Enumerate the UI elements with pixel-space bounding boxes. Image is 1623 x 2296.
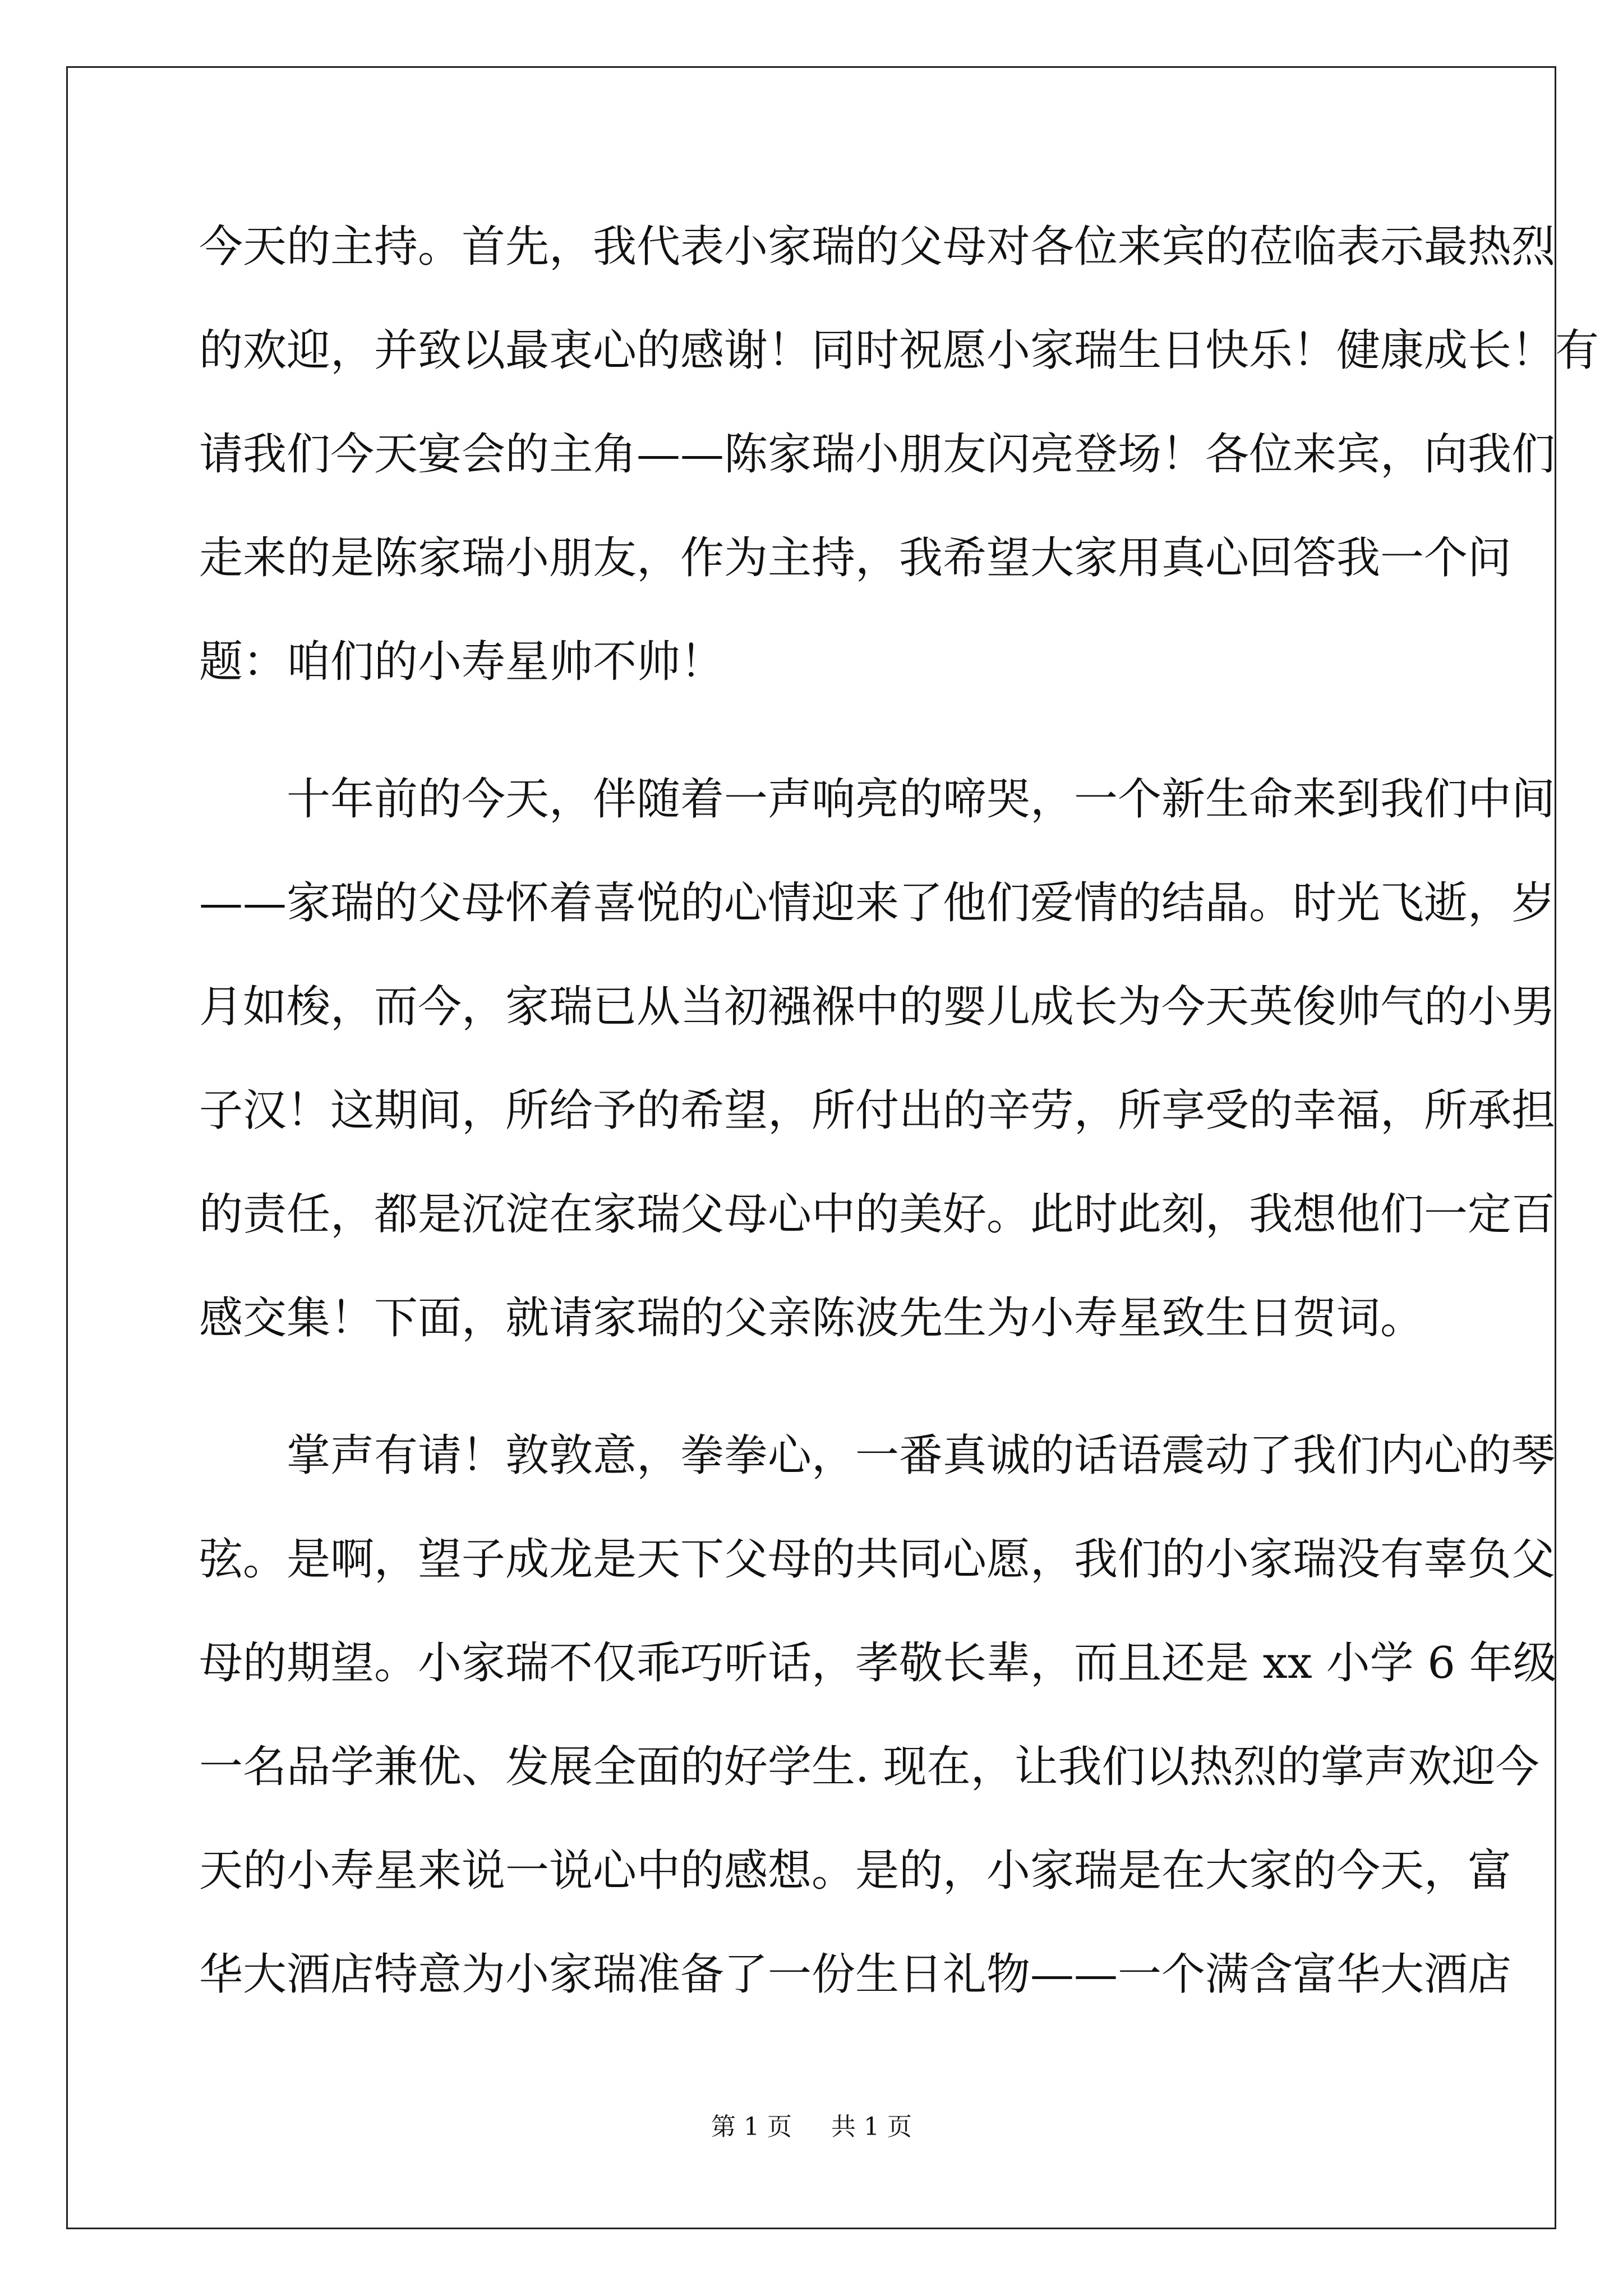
text-line: 今天的主持。首先，我代表小家瑞的父母对各位来宾的莅临表示最热烈 <box>199 222 1556 272</box>
text-line: 十年前的今天，伴随着一声响亮的啼哭，一个新生命来到我们中间 <box>287 774 1556 825</box>
page-footer <box>0 2106 1623 2142</box>
text-line: 题：咱们的小寿星帅不帅！ <box>199 637 725 687</box>
text-line: 请我们今天宴会的主角——陈家瑞小朋友闪亮登场！各位来宾，向我们 <box>199 429 1556 480</box>
paragraph <box>199 766 1556 1388</box>
page-total: 共 1 页 <box>831 2113 912 2141</box>
text-line: 华大酒店特意为小家瑞准备了一份生日礼物——一个满含富华大酒店 <box>199 1949 1512 2000</box>
text-line: 子汉！这期间，所给予的希望，所付出的辛劳，所享受的幸福，所承担 <box>199 1085 1556 1136</box>
text-line: 感交集！下面，就请家瑞的父亲陈波先生为小寿星致生日贺词。 <box>199 1293 1424 1343</box>
paragraph <box>199 213 1599 732</box>
text-line: 弦。是啊，望子成龙是天下父母的共同心愿，我们的小家瑞没有辜负父 <box>199 1534 1556 1585</box>
text-line: 一名品学兼优、发展全面的好学生. 现在，让我们以热烈的掌声欢迎今 <box>199 1742 1539 1792</box>
text-line: ——家瑞的父母怀着喜悦的心情迎来了他们爱情的结晶。时光飞逝，岁 <box>199 878 1556 928</box>
page-number: 第 1 页 <box>711 2113 792 2141</box>
text-line: 走来的是陈家瑞小朋友，作为主持，我希望大家用真心回答我一个问 <box>199 533 1512 583</box>
text-line: 月如梭，而今，家瑞已从当初襁褓中的婴儿成长为今天英俊帅气的小男 <box>199 982 1556 1032</box>
text-line: 掌声有请！敦敦意，拳拳心，一番真诚的话语震动了我们内心的琴 <box>287 1430 1556 1481</box>
text-line: 的责任，都是沉淀在家瑞父母心中的美好。此时此刻，我想他们一定百 <box>199 1189 1556 1240</box>
text-line: 的欢迎，并致以最衷心的感谢！同时祝愿小家瑞生日快乐！健康成长！有 <box>199 325 1599 376</box>
text-line: 母的期望。小家瑞不仅乖巧听话，孝敬长辈，而且还是 xx 小学 6 年级 <box>199 1638 1557 1688</box>
text-line: 天的小寿星来说一说心中的感想。是的，小家瑞是在大家的今天，富 <box>199 1846 1512 1896</box>
paragraph <box>199 1422 1557 2045</box>
document-body <box>199 213 1599 2045</box>
